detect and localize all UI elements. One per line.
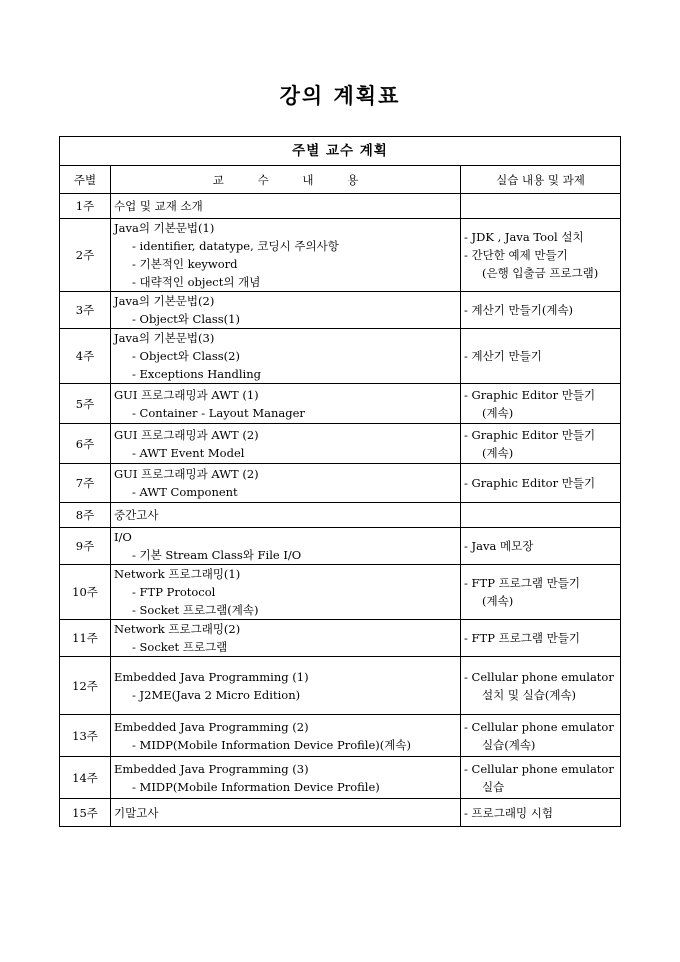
task-line: (계속): [482, 405, 514, 420]
table-row: [60, 657, 621, 715]
week-cell: 6주: [60, 424, 111, 464]
header-content-char: 교: [212, 172, 224, 187]
content-topic: 중간고사: [114, 508, 159, 522]
content-cell: [111, 329, 461, 384]
content-cell: [111, 503, 461, 528]
content-cell: [111, 219, 461, 292]
content-cell: [111, 715, 461, 757]
task-line: - FTP 프로그램 만들기: [464, 576, 581, 590]
content-topic: GUI 프로그래밍과 AWT (2): [114, 467, 259, 481]
week-cell: 11주: [60, 620, 111, 657]
content-topic: GUI 프로그래밍과 AWT (2): [114, 427, 259, 442]
content-subtopic: - 기본적인 keyword: [132, 257, 238, 271]
week-cell: 2주: [60, 219, 111, 292]
content-subtopic: - Socket 프로그램(계속): [132, 603, 259, 617]
content-subtopic: - 기본 Stream Class와 File I/O: [132, 548, 302, 562]
week-cell: 15주: [60, 799, 111, 827]
content-cell: [111, 464, 461, 503]
week-cell: 8주: [60, 503, 111, 528]
header-content: [111, 166, 461, 194]
week-cell: 14주: [60, 757, 111, 799]
task-cell: [461, 219, 621, 292]
content-subtopic: - Container - Layout Manager: [132, 405, 305, 420]
content-cell: [111, 528, 461, 565]
task-line: - Java 메모장: [464, 539, 534, 553]
week-cell: 9주: [60, 528, 111, 565]
task-line: - 프로그래밍 시험: [464, 805, 553, 820]
table-row: [60, 528, 621, 565]
content-subtopic: - Object와 Class(2): [132, 349, 240, 363]
document-title: 강의 계획표: [279, 83, 401, 108]
week-cell: 7주: [60, 464, 111, 503]
content-topic: Java의 기본문법(2): [114, 294, 215, 308]
table-row: [60, 620, 621, 657]
task-cell: [461, 799, 621, 827]
header-task: 실습 내용 및 과제: [461, 166, 621, 194]
content-cell: [111, 384, 461, 424]
week-cell: 5주: [60, 384, 111, 424]
content-subtopic: - MIDP(Mobile Information Device Profile)(계속): [132, 737, 411, 752]
header-week: 주별: [60, 166, 111, 194]
table-row: [60, 715, 621, 757]
content-cell: [111, 757, 461, 799]
task-line: 설치 및 실습(계속): [482, 687, 577, 702]
content-cell: [111, 424, 461, 464]
content-topic: Embedded Java Programming (3): [114, 761, 309, 776]
task-cell: [461, 620, 621, 657]
table-row: [60, 799, 621, 827]
content-topic: 수업 및 교재 소개: [114, 199, 203, 213]
task-line: - Graphic Editor 만들기: [464, 387, 596, 402]
table-caption: 주별 교수 계획: [60, 137, 621, 166]
header-content-char: 용: [347, 172, 359, 187]
content-topic: I/O: [114, 530, 132, 544]
content-cell: [111, 620, 461, 657]
content-subtopic: - Socket 프로그램: [132, 640, 228, 654]
content-topic: Java의 기본문법(1): [114, 221, 215, 235]
content-subtopic: - AWT Event Model: [132, 445, 245, 460]
content-subtopic: - 대략적인 object의 개념: [132, 275, 261, 289]
content-cell: [111, 194, 461, 219]
task-line: 실습: [482, 779, 505, 794]
task-line: (계속): [482, 445, 514, 460]
table-row: [60, 757, 621, 799]
table-row: [60, 503, 621, 528]
table-row: [60, 384, 621, 424]
content-topic: GUI 프로그래밍과 AWT (1): [114, 387, 259, 402]
table-row: [60, 329, 621, 384]
task-cell: [461, 503, 621, 528]
week-cell: 12주: [60, 657, 111, 715]
task-cell: [461, 292, 621, 329]
content-topic: Network 프로그래밍(1): [114, 567, 241, 581]
table-row: [60, 292, 621, 329]
task-line: (은행 입출금 프로그램): [482, 266, 599, 280]
task-cell: [461, 194, 621, 219]
task-cell: [461, 657, 621, 715]
table-row: [60, 219, 621, 292]
week-cell: 10주: [60, 565, 111, 620]
task-cell: [461, 424, 621, 464]
task-line: - Cellular phone emulator: [464, 669, 614, 684]
table-row: [60, 424, 621, 464]
task-line: - 계산기 만들기(계속): [464, 303, 574, 317]
task-line: - Graphic Editor 만들기: [464, 476, 596, 490]
task-cell: [461, 464, 621, 503]
task-cell: [461, 528, 621, 565]
content-cell: [111, 292, 461, 329]
content-subtopic: - FTP Protocol: [132, 585, 216, 599]
task-cell: [461, 384, 621, 424]
content-topic: Embedded Java Programming (1): [114, 669, 309, 684]
task-line: (계속): [482, 594, 514, 608]
task-cell: [461, 757, 621, 799]
week-cell: 13주: [60, 715, 111, 757]
content-topic: 기말고사: [114, 805, 159, 820]
task-line: - FTP 프로그램 만들기: [464, 631, 581, 645]
week-cell: 3주: [60, 292, 111, 329]
content-subtopic: - identifier, datatype, 코딩시 주의사항: [132, 239, 339, 253]
task-line: - 계산기 만들기: [464, 349, 542, 363]
task-line: - Cellular phone emulator: [464, 719, 614, 734]
content-cell: [111, 565, 461, 620]
content-subtopic: - J2ME(Java 2 Micro Edition): [132, 687, 301, 702]
task-line: - JDK , Java Tool 설치: [464, 230, 584, 244]
task-line: 실습(계속): [482, 737, 536, 752]
content-subtopic: - Exceptions Handling: [132, 367, 261, 381]
content-subtopic: - AWT Component: [132, 485, 238, 499]
task-cell: [461, 565, 621, 620]
table-row: [60, 194, 621, 219]
content-topic: Java의 기본문법(3): [114, 331, 215, 345]
content-topic: Embedded Java Programming (2): [114, 719, 309, 734]
task-line: - 간단한 예제 만들기: [464, 248, 568, 262]
content-topic: Network 프로그래밍(2): [114, 622, 241, 636]
task-cell: [461, 715, 621, 757]
content-subtopic: - Object와 Class(1): [132, 312, 240, 326]
task-line: - Cellular phone emulator: [464, 761, 614, 776]
weekly-plan-table: [59, 136, 621, 827]
content-cell: [111, 799, 461, 827]
content-subtopic: - MIDP(Mobile Information Device Profile): [132, 779, 380, 794]
task-cell: [461, 329, 621, 384]
week-cell: 1주: [60, 194, 111, 219]
week-cell: 4주: [60, 329, 111, 384]
task-line: - Graphic Editor 만들기: [464, 427, 596, 442]
content-cell: [111, 657, 461, 715]
table-row: [60, 565, 621, 620]
table-row: [60, 464, 621, 503]
header-content-char: 수: [257, 172, 269, 187]
header-content-char: 내: [302, 172, 314, 187]
